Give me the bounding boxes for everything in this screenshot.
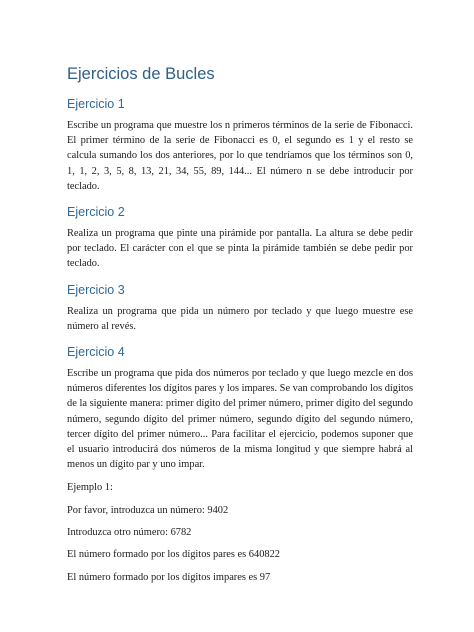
exercise-4-heading: Ejercicio 4 — [67, 345, 125, 360]
exercise-1-text: Escribe un programa que muestre los n primeros términos de la serie de Fibonacci. El primer término de la serie de Fibonacci es 0, el segundo es 1 y el resto se calcula sumando los dos anteriores, por lo que tendríamos que los términos son 0, 1, 1, 2, 3, 5, 8, 13, 21, 34, 55, 89, 144... El número n se debe introducir por teclado. — [67, 120, 413, 192]
exercise-3-text: Realiza un programa que pida un número por teclado y que luego muestre ese número al revés. — [67, 305, 413, 332]
example-line-first-number: Por favor, introduzca un número: 9402 — [67, 504, 229, 516]
exercise-1-heading: Ejercicio 1 — [67, 97, 125, 111]
exercise-2-text: Realiza un programa que pinte una pirámide por pantalla. La altura se debe pedir por teclado. El carácter con el que se pinta la pirámide también se debe pedir por teclado. — [67, 228, 413, 270]
example-line-odd-result: El número formado por los dígitos impares es 97 — [67, 571, 271, 583]
document-content — [67, 64, 413, 592]
example-line-second-number: Introduzca otro número: 6782 — [67, 527, 192, 539]
exercise-4-text: Escribe un programa que pida dos números por teclado y que luego mezcle en dos números diferentes los dígitos pares y los impares. Se van comprobando los dígitos de la siguiente manera: primer dígito del primer número, primer dígito del segundo número, segundo dígito del primer número, segundo dígito del segundo número, tercer dígito del primer número... Para facilitar el ejercicio, podemos suponer que el usuario introducirá dos números de la misma longitud y que siempre habrá al menos un dígito par y uno impar. — [67, 368, 414, 471]
document-title: Ejercicios de Bucles — [67, 65, 215, 83]
exercise-2-heading: Ejercicio 2 — [67, 205, 125, 220]
exercise-3-heading: Ejercicio 3 — [67, 282, 125, 297]
example-label: Ejemplo 1: — [67, 482, 113, 494]
example-line-even-result: El número formado por los dígitos pares es 640822 — [67, 549, 280, 561]
